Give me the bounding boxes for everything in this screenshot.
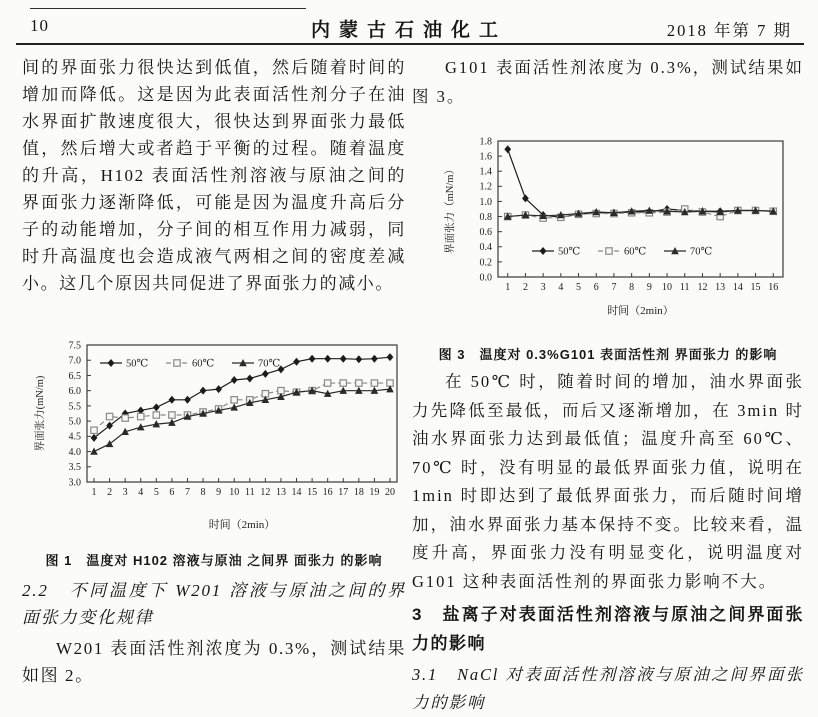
svg-text:0.4: 0.4: [479, 242, 492, 254]
svg-text:1.6: 1.6: [479, 151, 492, 163]
svg-text:13: 13: [715, 282, 726, 293]
svg-text:时间（2min）: 时间（2min）: [607, 305, 674, 317]
section-heading-3: 3 盐离子对表面活性剂溶液与原油之间界面张力的影响: [412, 605, 804, 653]
svg-text:7.0: 7.0: [68, 355, 81, 367]
figure3-caption: 图 3 温度对 0.3%G101 表面活性剂 界面张力 的影响: [438, 347, 778, 362]
svg-text:15: 15: [307, 487, 318, 498]
svg-text:0.2: 0.2: [479, 257, 492, 269]
svg-text:8: 8: [629, 282, 635, 293]
svg-text:10: 10: [229, 487, 240, 498]
svg-text:5: 5: [576, 282, 582, 293]
svg-text:7: 7: [611, 282, 617, 293]
svg-text:10: 10: [662, 282, 673, 293]
svg-text:4.0: 4.0: [68, 446, 81, 458]
svg-text:11: 11: [244, 487, 255, 498]
svg-text:50℃: 50℃: [558, 246, 581, 258]
svg-text:6: 6: [593, 282, 599, 293]
svg-text:4: 4: [558, 282, 564, 293]
svg-text:3.5: 3.5: [68, 462, 81, 474]
page-number: 10: [30, 16, 49, 35]
left-column: [22, 54, 406, 689]
svg-text:9: 9: [646, 282, 652, 293]
svg-text:12: 12: [260, 487, 271, 498]
svg-text:5: 5: [153, 487, 159, 498]
top-rule: [30, 8, 306, 9]
figure1-caption: 图 1 温度对 H102 溶液与原油 之间界 面张力 的影响: [45, 553, 383, 568]
svg-text:18: 18: [353, 487, 364, 498]
figure1-chart-canvas: [32, 337, 410, 537]
svg-text:4.5: 4.5: [68, 431, 81, 443]
paragraph: G101 表面活性剂浓度为 0.3%，测试结果如图 3。: [412, 58, 804, 106]
svg-text:0.0: 0.0: [479, 272, 492, 284]
svg-text:9: 9: [216, 487, 222, 498]
svg-text:19: 19: [369, 487, 380, 498]
svg-text:1.4: 1.4: [479, 166, 492, 178]
svg-text:1.0: 1.0: [479, 196, 492, 208]
svg-text:70℃: 70℃: [690, 246, 713, 258]
paragraph: 在 50℃ 时，随着时间的增加，油水界面张力先降低至最低，而后又逐渐增加，在 3min 时油水界面张力达到最低值；温度升高至 60℃、70℃ 时，没有明显的最低界面张力值，说明在 1min 时即达到了最低界面张力，而后随时间增加，油水界面张力基本保持不变。比较来看，温度升高，界面张力没有明显变化，说明温度对 G101 这种表面活性剂的界面张力影响不大。: [412, 372, 804, 591]
svg-text:3: 3: [540, 282, 546, 293]
svg-text:时间（2min）: 时间（2min）: [208, 519, 276, 531]
issue-label: 2018 年第 7 期: [666, 21, 792, 40]
svg-text:50℃: 50℃: [126, 358, 149, 370]
svg-text:1.2: 1.2: [479, 181, 492, 193]
paragraph: 间的界面张力很快达到低值，然后随着时间的增加而降低。这是因为此表面活性剂分子在油水界面扩散速度很大，很快达到界面张力最低值，然后增大或者趋于平衡的过程。随着温度的升高，H102 表面活性剂溶液与原油之间的界面张力逐渐降低，可能是因为温度升高后分子的动能增加，分子间的相互作用力减弱，同时升高温度也会造成液气两相之间的密度差减小。这几个原因共同促进了界面张力的减小。: [22, 58, 406, 293]
svg-text:0.8: 0.8: [479, 211, 492, 223]
svg-text:15: 15: [750, 282, 761, 293]
svg-text:5.5: 5.5: [68, 401, 81, 413]
svg-text:界面张力（mN/m）: 界面张力（mN/m）: [445, 164, 456, 254]
right-column: [412, 54, 804, 717]
svg-text:5.0: 5.0: [68, 416, 81, 428]
svg-text:12: 12: [697, 282, 708, 293]
svg-text:7: 7: [184, 487, 190, 498]
journal-title: 内蒙古石油化工: [310, 20, 507, 41]
svg-text:7.5: 7.5: [68, 340, 81, 352]
section-heading-3-1: 3.1 NaCl 对表面活性剂溶液与原油之间界面张力的影响: [412, 665, 804, 712]
svg-text:6.0: 6.0: [68, 386, 81, 398]
svg-text:4: 4: [138, 487, 144, 498]
svg-text:0.6: 0.6: [479, 227, 492, 239]
section-heading-2-2: 2.2 不同温度下 W201 溶液与原油之间的界面张力变化规律: [22, 581, 406, 627]
svg-text:1.8: 1.8: [479, 136, 492, 148]
svg-text:17: 17: [338, 487, 349, 498]
svg-text:3.0: 3.0: [68, 477, 81, 489]
svg-text:1: 1: [505, 282, 511, 293]
paragraph: W201 表面活性剂浓度为 0.3%，测试结果如图 2。: [22, 639, 406, 685]
svg-text:8: 8: [200, 487, 206, 498]
svg-text:16: 16: [768, 282, 779, 293]
figure1-line-chart: [32, 337, 410, 542]
svg-text:2: 2: [522, 282, 528, 293]
svg-text:13: 13: [275, 487, 286, 498]
svg-text:3: 3: [122, 487, 128, 498]
header-rule: [16, 43, 804, 45]
svg-text:6: 6: [169, 487, 175, 498]
figure3-chart-canvas: [442, 127, 800, 323]
svg-text:14: 14: [732, 282, 743, 293]
figure3-line-chart: [442, 127, 800, 328]
svg-text:14: 14: [291, 487, 302, 498]
svg-text:70℃: 70℃: [258, 358, 281, 370]
svg-text:60℃: 60℃: [624, 246, 647, 258]
svg-text:11: 11: [679, 282, 690, 293]
svg-text:16: 16: [322, 487, 333, 498]
svg-text:6.5: 6.5: [68, 370, 81, 382]
svg-text:60℃: 60℃: [192, 358, 215, 370]
svg-text:2: 2: [107, 487, 113, 498]
svg-text:1: 1: [91, 487, 97, 498]
svg-text:20: 20: [384, 487, 395, 498]
svg-text:界面张力(mN/m): 界面张力(mN/m): [35, 375, 46, 452]
